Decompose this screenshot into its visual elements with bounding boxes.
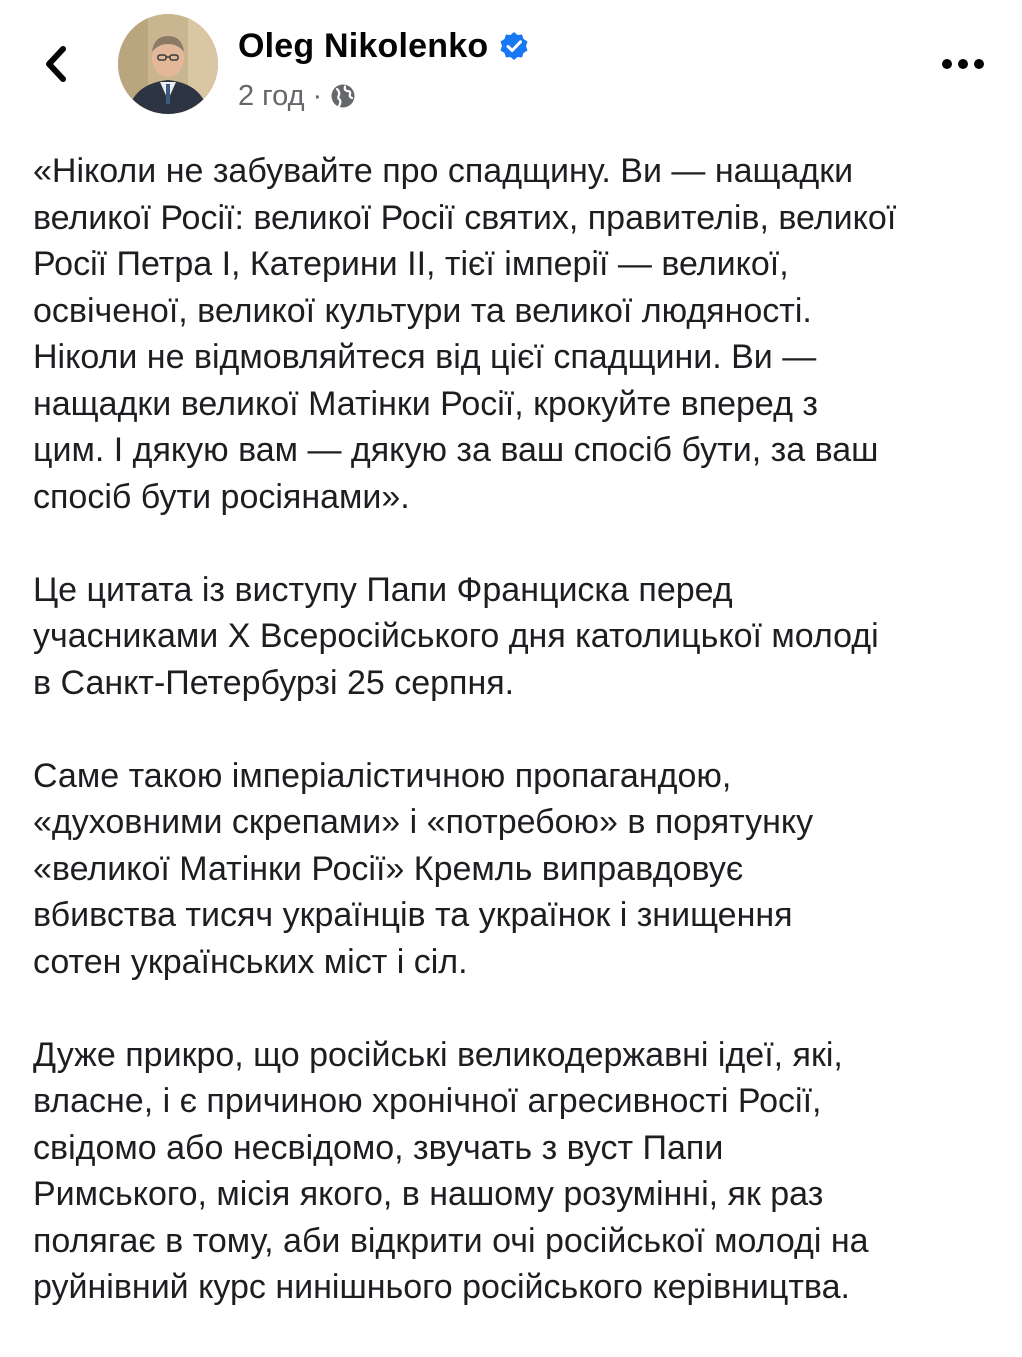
text-line: власне, і є причиною хронічної агресивності Росії, <box>33 1082 822 1120</box>
text-line: цим. І дякую вам — дякую за ваш спосіб бути, за ваш <box>33 431 879 469</box>
text-line: Дуже прикро, що російські великодержавні ідеї, які, <box>33 1035 843 1074</box>
post-time[interactable]: 2 год <box>238 79 305 112</box>
text-line: нащадки великої Матінки Росії, крокуйте вперед з <box>33 384 818 423</box>
text-line: свідомо або несвідомо, звучать з вуст Папи <box>33 1128 724 1167</box>
post-text <box>33 148 1003 1357</box>
text-line: сотен українських міст і сіл. <box>33 942 468 981</box>
text-line: полягає в тому, аби відкрити очі російської молоді на <box>33 1221 869 1260</box>
text-line: «великої Матінки Росії» Кремль виправдовує <box>33 849 744 888</box>
post-paragraph <box>33 1032 1003 1311</box>
back-button[interactable] <box>36 40 76 88</box>
post-paragraph <box>33 753 1003 986</box>
text-line: «Ніколи не забувайте про спадщину. Ви — нащадки <box>33 152 854 190</box>
globe-icon <box>330 83 356 109</box>
verified-badge-icon <box>498 30 530 62</box>
more-horizontal-icon <box>941 58 985 70</box>
text-line: руйнівний курс нинішнього російського керівництва. <box>33 1268 850 1306</box>
text-line: Ніколи не відмовляйтеся від цієї спадщини. Ви — <box>33 338 817 376</box>
text-line: великої Росії: великої Росії святих, правителів, великої <box>33 198 897 237</box>
text-line: спосіб бути росіянами». <box>33 477 410 516</box>
text-line: освіченої, великої культури та великої людяності. <box>33 291 812 330</box>
text-line: «духовними скрепами» і «потребою» в порятунку <box>33 803 814 841</box>
text-line: Римського, місія якого, в нашому розумінні, як раз <box>33 1175 824 1213</box>
post-paragraph <box>33 148 1003 520</box>
post-header <box>0 0 1022 140</box>
chevron-left-icon <box>43 44 69 84</box>
text-line: в Санкт-Петербурзі 25 серпня. <box>33 663 515 702</box>
text-line: Це цитата із виступу Папи Франциска перед <box>33 570 733 609</box>
author-line <box>238 26 530 66</box>
author-name[interactable]: Oleg Nikolenko <box>238 26 489 65</box>
text-line: Росії Петра І, Катерини ІІ, тієї імперії — великої, <box>33 245 789 283</box>
avatar[interactable] <box>118 14 218 114</box>
text-line: Саме такою імперіалістичною пропагандою, <box>33 756 732 795</box>
more-options-button[interactable] <box>938 44 988 84</box>
text-line: вбивства тисяч українців та українок і знищення <box>33 896 793 934</box>
post-paragraph <box>33 567 1003 707</box>
post-meta <box>238 78 356 114</box>
meta-separator: · <box>312 79 323 112</box>
text-line: учасниками Х Всеросійського дня католицької молоді <box>33 617 879 655</box>
